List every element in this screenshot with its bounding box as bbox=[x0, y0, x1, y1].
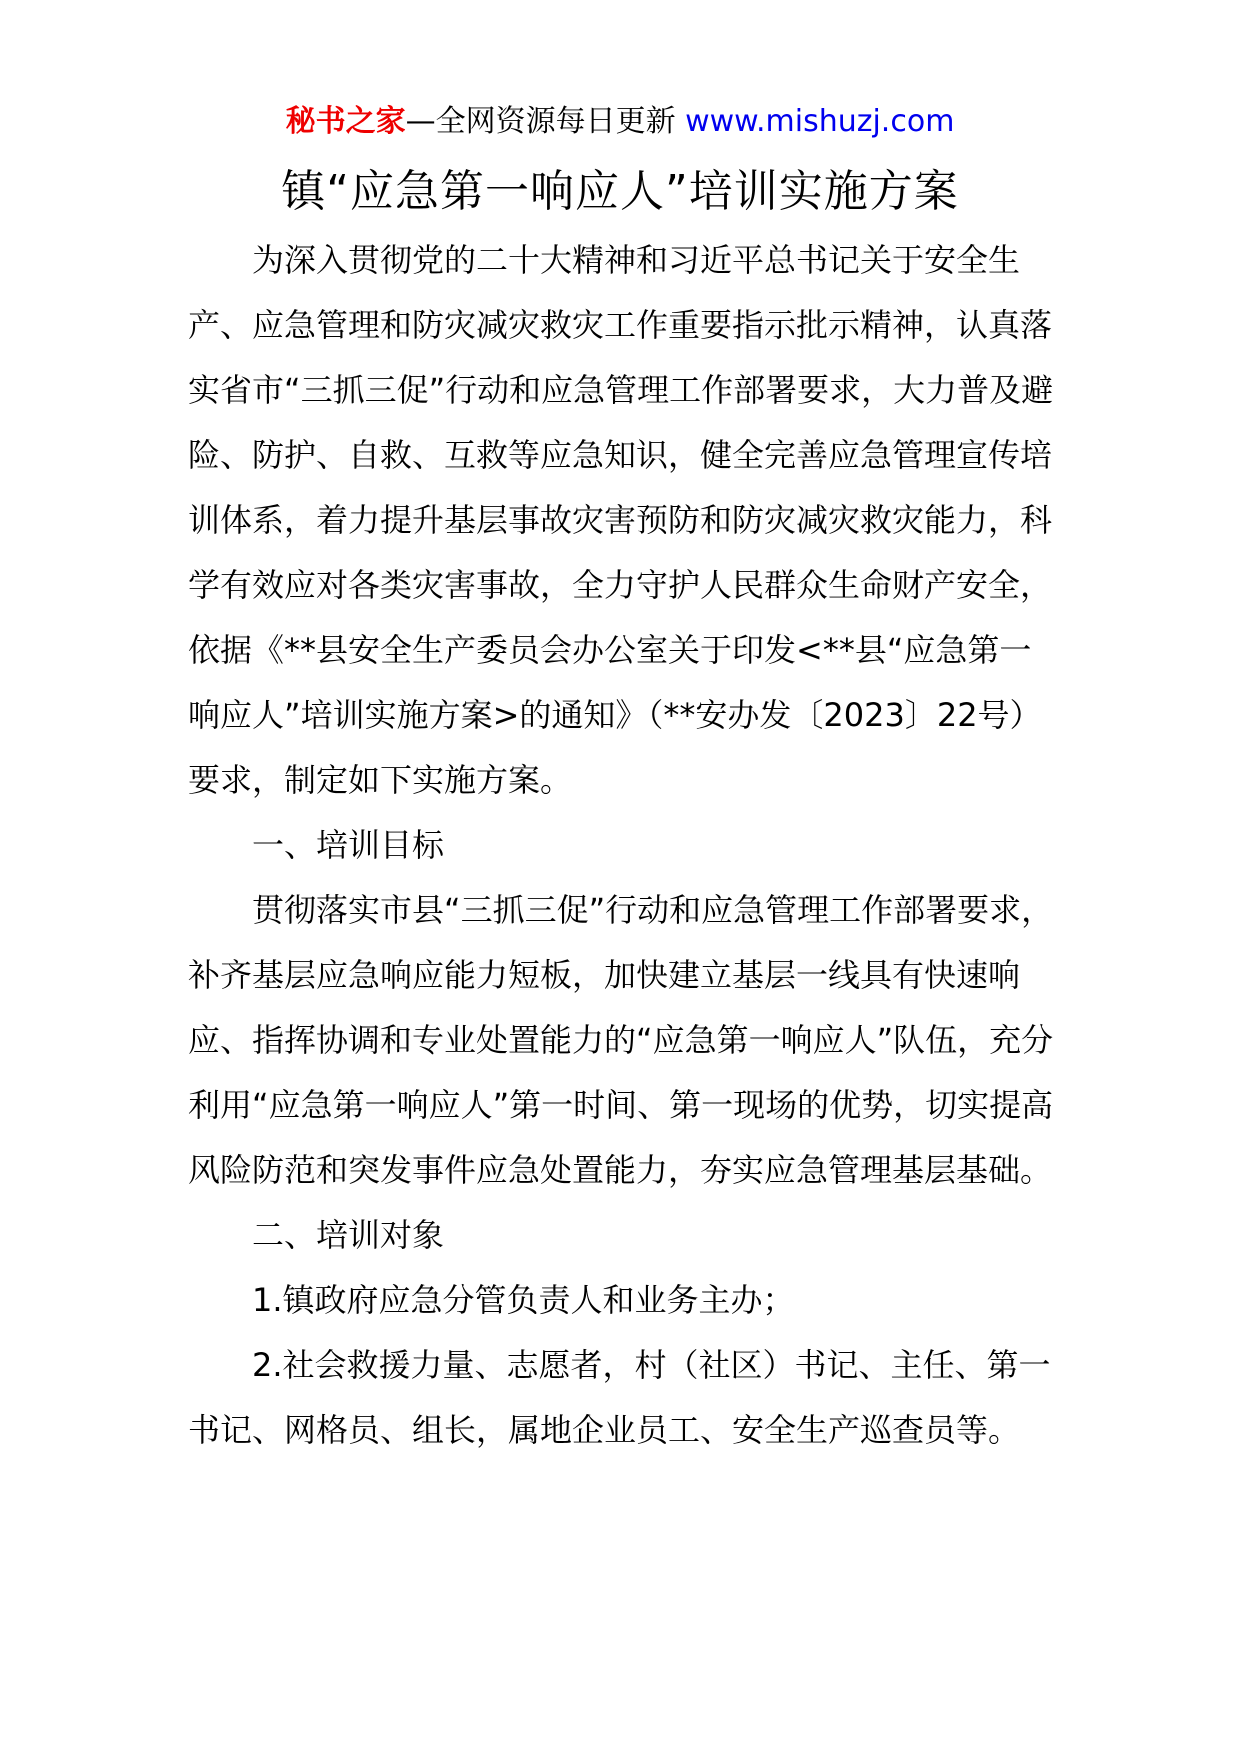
section-heading-trainees: 二、培训对象 bbox=[252, 1216, 445, 1254]
goals-paragraph: 贯彻落实市县“三抓三促”行动和应急管理工作部署要求，补齐基层应急响应能力短板，加快建立基层一线具有快速响应、指挥协调和专业处置能力的“应急第一响应人”队伍，充分利用“应急第一响应人”第一时间、第一现场的优势，切实提高风险防范和突发事件应急处置能力，夯实应急管理基层基础。 bbox=[188, 891, 1054, 1189]
site-url-link[interactable]: www.mishuzj.com bbox=[675, 104, 955, 139]
intro-paragraph: 为深入贯彻党的二十大精神和习近平总书记关于安全生产、应急管理和防灾减灾救灾工作重要指示批示精神，认真落实省市“三抓三促”行动和应急管理工作部署要求，大力普及避险、防护、自救、互救等应急知识，健全完善应急管理宣传培训体系，着力提升基层事故灾害预防和防灾减灾救灾能力，科学有效应对各类灾害事故，全力守护人民群众生命财产安全，依据《**县安全生产委员会办公室关于印发<**县“应急第一响应人”培训实施方案>的通知》（**安办发〔2023〕22号）要求，制定如下实施方案。 bbox=[188, 241, 1054, 799]
site-tagline: —全网资源每日更新 bbox=[405, 104, 676, 139]
document-title: 镇“应急第一响应人”培训实施方案 bbox=[281, 166, 959, 217]
site-brand: 秘书之家 bbox=[285, 104, 406, 139]
trainees-item-1: 1.镇政府应急分管负责人和业务主办； bbox=[252, 1281, 795, 1319]
trainees-item-2: 2.社会救援力量、志愿者，村（社区）书记、主任、第一书记、网格员、组长，属地企业员工、安全生产巡查员等。 bbox=[188, 1346, 1051, 1449]
site-header bbox=[0, 100, 1240, 144]
document-body bbox=[188, 228, 1058, 1463]
section-heading-goals: 一、培训目标 bbox=[252, 826, 445, 864]
